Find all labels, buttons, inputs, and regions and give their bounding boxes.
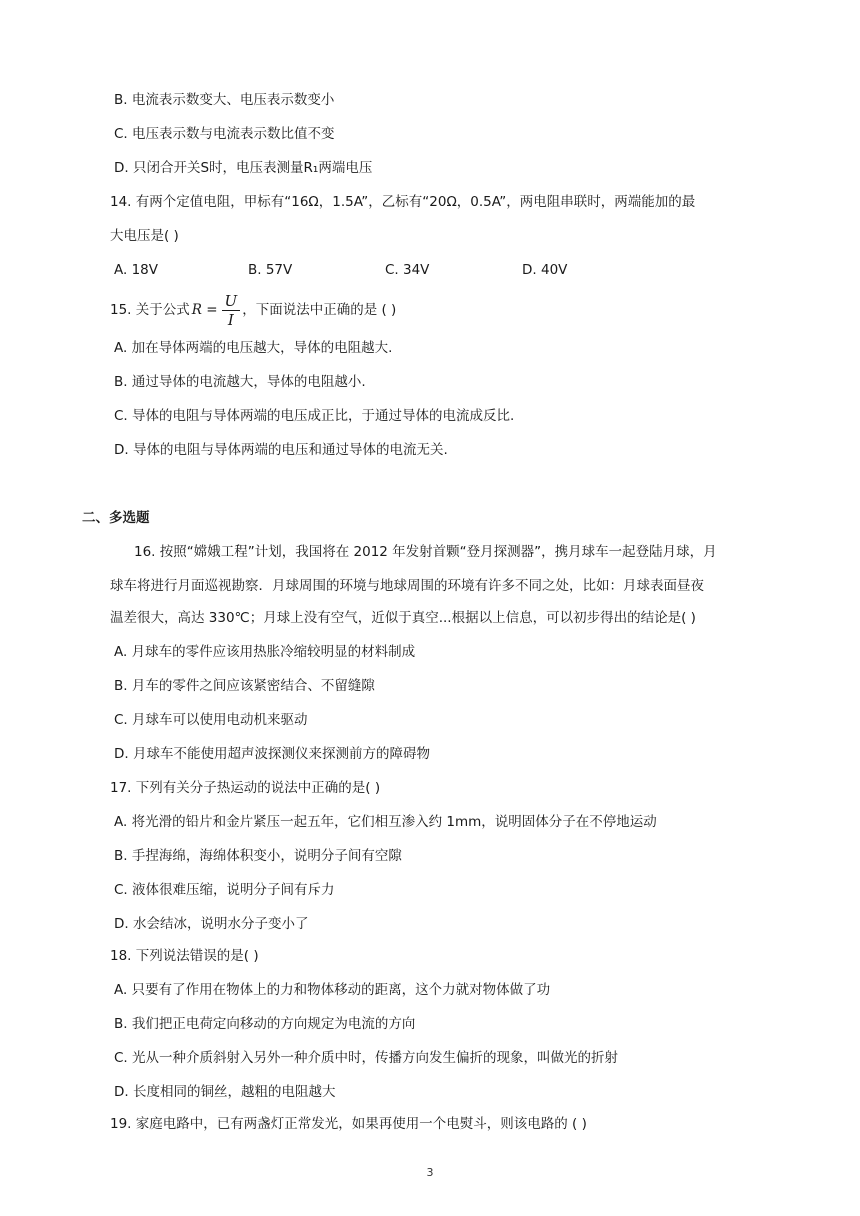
q15-option-b[interactable]: B. 通过导体的电流越大，导体的电阻越小. <box>114 374 366 390</box>
q15-stem <box>110 286 396 334</box>
q16-option-d[interactable]: D. 月球车不能使用超声波探测仪来探测前方的障碍物 <box>114 746 430 762</box>
q15-option-c[interactable]: C. 导体的电阻与导体两端的电压成正比，于通过导体的电流成反比. <box>114 408 515 424</box>
q13-option-c[interactable]: C. 电压表示数与电流表示数比值不变 <box>114 126 335 142</box>
q16-stem-line-2: 球车将进行月面巡视勘察．月球周围的环境与地球周围的环境有许多不同之处，比如：月球表面昼夜 <box>110 578 704 594</box>
q15-option-d[interactable]: D. 导体的电阻与导体两端的电压和通过导体的电流无关. <box>114 442 448 458</box>
q16-option-a[interactable]: A. 月球车的零件应该用热胀冷缩较明显的材料制成 <box>114 644 416 660</box>
q14-option-a[interactable]: A. 18V <box>114 262 158 278</box>
section-title-multiple-choice: 二、多选题 <box>82 510 150 526</box>
formula-fraction <box>222 292 241 329</box>
q14-option-d[interactable]: D. 40V <box>522 262 568 278</box>
formula-lhs: R = <box>191 302 218 318</box>
q14-stem-line-1: 14. 有两个定值电阻，甲标有“16Ω，1.5A”，乙标有“20Ω，0.5A”，两电阻串联时，两端能加的最 <box>110 194 696 210</box>
q14-option-c[interactable]: C. 34V <box>385 262 430 278</box>
q16-stem-line-1: 16. 按照“嫦娥工程”计划，我国将在 2012 年发射首颗“登月探测器”，携月球车一起登陆月球，月 <box>134 544 717 560</box>
q13-option-d[interactable]: D. 只闭合开关S时，电压表测量R₁两端电压 <box>114 160 373 176</box>
q15-stem-suffix: ，下面说法中正确的是 ( ) <box>242 302 397 318</box>
formula-denominator: I <box>227 310 234 329</box>
q18-option-d[interactable]: D. 长度相同的铜丝，越粗的电阻越大 <box>114 1084 336 1100</box>
q13-option-b[interactable]: B. 电流表示数变大、电压表示数变小 <box>114 92 335 108</box>
q17-stem: 17. 下列有关分子热运动的说法中正确的是( ) <box>110 780 381 796</box>
q17-option-a[interactable]: A. 将光滑的铅片和金片紧压一起五年，它们相互渗入约 1mm，说明固体分子在不停地运动 <box>114 814 657 830</box>
q19-stem: 19. 家庭电路中，已有两盏灯正常发光，如果再使用一个电熨斗，则该电路的 ( ) <box>110 1116 587 1132</box>
q18-stem: 18. 下列说法错误的是( ) <box>110 948 259 964</box>
q18-option-b[interactable]: B. 我们把正电荷定向移动的方向规定为电流的方向 <box>114 1016 416 1032</box>
q17-option-b[interactable]: B. 手捏海绵，海绵体积变小，说明分子间有空隙 <box>114 848 402 864</box>
q14-stem-line-2: 大电压是( ) <box>110 228 179 244</box>
q15-stem-prefix: 15. 关于公式 <box>110 302 190 318</box>
q18-option-c[interactable]: C. 光从一种介质斜射入另外一种介质中时，传播方向发生偏折的现象，叫做光的折射 <box>114 1050 619 1066</box>
page-number: 3 <box>426 1166 434 1179</box>
q18-option-a[interactable]: A. 只要有了作用在物体上的力和物体移动的距离，这个力就对物体做了功 <box>114 982 551 998</box>
q14-option-b[interactable]: B. 57V <box>248 262 293 278</box>
q16-stem-line-3: 温差很大，高达 330℃；月球上没有空气，近似于真空...根据以上信息，可以初步得出的结论是( ) <box>110 610 696 626</box>
q15-option-a[interactable]: A. 加在导体两端的电压越大，导体的电阻越大. <box>114 340 393 356</box>
formula-numerator: U <box>222 292 241 311</box>
q17-option-c[interactable]: C. 液体很难压缩，说明分子间有斥力 <box>114 882 335 898</box>
q16-option-b[interactable]: B. 月车的零件之间应该紧密结合、不留缝隙 <box>114 678 375 694</box>
resistance-formula <box>192 292 240 329</box>
q17-option-d[interactable]: D. 水会结冰，说明水分子变小了 <box>114 916 309 932</box>
q16-option-c[interactable]: C. 月球车可以使用电动机来驱动 <box>114 712 308 728</box>
